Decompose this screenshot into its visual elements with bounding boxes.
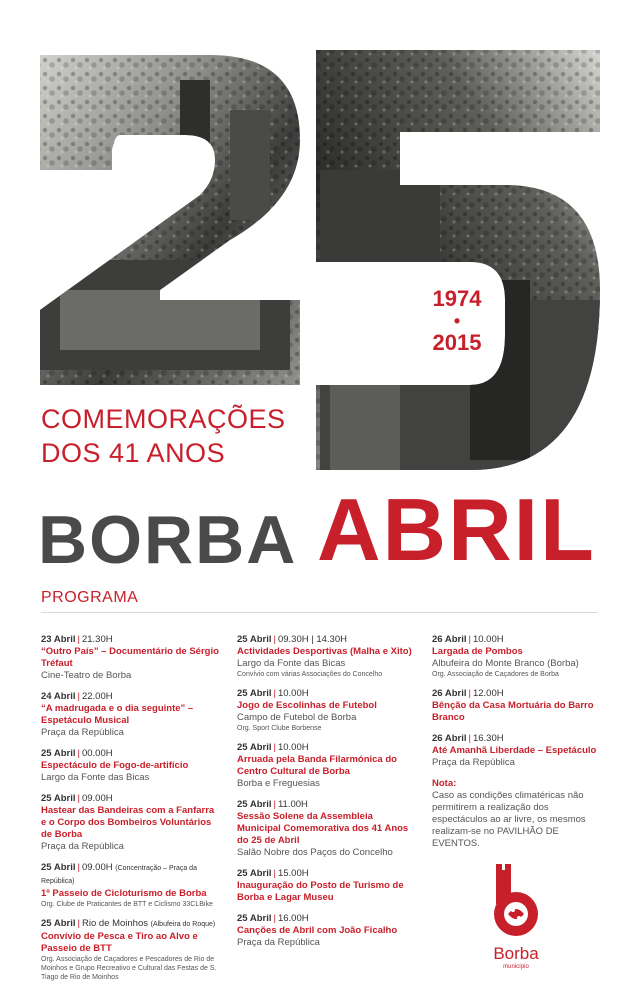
commemoration-heading: [41, 402, 286, 470]
event-time: 10.00H: [277, 688, 309, 699]
abril-title: ABRIL: [317, 480, 596, 579]
event-title: Sessão Solene da Assembleia Municipal Comemorativa dos 41 Anos do 25 de Abril: [237, 811, 409, 846]
event-title: Actividades Desportivas (Malha e Xito): [237, 646, 412, 657]
event-date: 25 Abril: [41, 862, 76, 873]
event-item: 26 Abril | 12.00H Bênção da Casa Mortuária do Barro Branco: [432, 688, 602, 724]
event-item: 25 Abril | 10.00H Jogo de Escolinhas de Futebol Campo de Futebol de Borba Org. Sport Clube Borbense: [237, 688, 412, 733]
event-org: Org. Associação de Caçadores de Borba: [432, 671, 559, 678]
event-item: 25 Abril | 15.00H Inauguração do Posto de Turismo de Borba e Lagar Museu: [237, 868, 412, 904]
event-date: 26 Abril: [432, 634, 467, 645]
event-date: 24 Abril: [41, 691, 76, 702]
event-title: Inauguração do Posto de Turismo de Borba e Lagar Museu: [237, 880, 404, 903]
event-time: 12.00H: [472, 688, 504, 699]
event-title: Bênção da Casa Mortuária do Barro Branco: [432, 700, 594, 723]
event-item: 25 Abril | 00.00H Espectáculo de Fogo-de-artifício Largo da Fonte das Bicas: [41, 748, 219, 784]
event-date: 23 Abril: [41, 634, 76, 645]
event-item: 23 Abril | 21.30H “Outro País” – Documentário de Sérgio Tréfaut Cine-Teatro de Borba: [41, 634, 219, 681]
event-item: 25 Abril | 16.00H Canções de Abril com João Ficalho Praça da República: [237, 913, 412, 949]
year-dot: •: [453, 311, 461, 331]
nota-block: [432, 778, 602, 850]
nota-text: Caso as condições climatéricas não permitirem a realização dos espectáculos ao ar livre, os mesmos realizam-se no PAVILHÃO DE EVENTOS.: [432, 790, 586, 849]
event-time: 16.30H: [472, 733, 504, 744]
event-date: 26 Abril: [432, 688, 467, 699]
borba-logo-icon: [486, 858, 546, 944]
event-time: 10.00H: [277, 742, 309, 753]
event-place: Largo da Fonte das Bicas: [41, 772, 150, 783]
event-item: 25 Abril | 10.00H Arruada pela Banda Filarmónica do Centro Cultural de Borba Borba e Freguesias: [237, 742, 412, 790]
event-title: Até Amanhã Liberdade – Espetáculo: [432, 745, 597, 756]
event-date: 25 Abril: [237, 913, 272, 924]
event-title: “A madrugada e o dia seguinte” – Espetáculo Musical: [41, 703, 194, 726]
year-end: 2015: [432, 330, 482, 355]
event-time: 21.30H: [81, 634, 113, 645]
event-item: 25 Abril | 09.00H (Concentração – Praça da República) 1º Passeio de Cicloturismo de Borba Org. Clube de Praticantes de BTT e Ciclismo 33CLBike: [41, 862, 219, 909]
event-place: Praça da República: [41, 841, 124, 852]
event-place: Cine-Teatro de Borba: [41, 670, 132, 681]
years-badge: [412, 286, 502, 356]
event-date: 25 Abril: [237, 799, 272, 810]
event-date: 25 Abril: [237, 742, 272, 753]
event-date: 26 Abril: [432, 733, 467, 744]
program-column-3: [432, 634, 602, 859]
event-title: Largada de Pombos: [432, 646, 523, 657]
event-item: 25 Abril | 11.00H Sessão Solene da Assembleia Municipal Comemorativa dos 41 Anos do 25 de Abril Salão Nobre dos Paços do Concelho: [237, 799, 412, 859]
event-time: 15.00H: [277, 868, 309, 879]
divider: [41, 612, 598, 613]
event-date: 25 Abril: [237, 634, 272, 645]
nota-title: Nota:: [432, 778, 457, 789]
event-place: Borba e Freguesias: [237, 778, 320, 789]
event-org: Org. Associação de Caçadores e Pescadores de Rio de Moinhos e Grupo Recreativo e Cultural das Festas de S. Tiago de Rio de Moinhos: [41, 956, 217, 981]
event-org: Convívio com várias Associações do Concelho: [237, 671, 383, 678]
event-date: 25 Abril: [237, 688, 272, 699]
event-title: Hastear das Bandeiras com a Fanfarra e o Corpo dos Bombeiros Voluntários de Borba: [41, 805, 215, 840]
event-title: 1º Passeio de Cicloturismo de Borba: [41, 888, 207, 899]
event-place: Campo de Futebol de Borba: [237, 712, 357, 723]
event-item: 26 Abril | 10.00H Largada de Pombos Albufeira do Monte Branco (Borba) Org. Associação de Caçadores de Borba: [432, 634, 602, 679]
event-title: Convívio de Pesca e Tiro ao Alvo e Passeio de BTT: [41, 931, 198, 954]
event-title: Espectáculo de Fogo-de-artifício: [41, 760, 189, 771]
program-column-1: [41, 634, 219, 991]
event-time: Rio de Moinhos: [81, 918, 148, 929]
borba-municipality-logo: [486, 858, 546, 988]
event-place: Praça da República: [41, 727, 124, 738]
event-time: 09.30H | 14.30H: [277, 634, 347, 645]
event-date: 25 Abril: [41, 918, 76, 929]
event-item: 25 Abril | 09.00H Hastear das Bandeiras com a Fanfarra e o Corpo dos Bombeiros Voluntários de Borba Praça da República: [41, 793, 219, 853]
event-date: 25 Abril: [237, 868, 272, 879]
event-title: Canções de Abril com João Ficalho: [237, 925, 398, 936]
event-time-note: (Concentração – Praça da República): [41, 865, 197, 885]
event-item: 24 Abril | 22.00H “A madrugada e o dia seguinte” – Espetáculo Musical Praça da República: [41, 691, 219, 739]
programa-heading: PROGRAMA: [41, 589, 139, 606]
event-time: 16.00H: [277, 913, 309, 924]
event-item: 25 Abril | Rio de Moinhos (Albufeira do Roque) Convívio de Pesca e Tiro ao Alvo e Passeio de BTT Org. Associação de Caçadores e Pescadores de Rio de Moinhos e Grupo Recreativo e Cultural das Festas de S. Tiago de Rio de Moinhos: [41, 918, 219, 982]
event-date: 25 Abril: [41, 748, 76, 759]
event-title: Jogo de Escolinhas de Futebol: [237, 700, 377, 711]
year-start: 1974: [432, 286, 482, 311]
event-time: 09.00H: [81, 862, 113, 873]
event-place: Largo da Fonte das Bicas: [237, 658, 346, 669]
event-place: Albufeira do Monte Branco (Borba): [432, 658, 579, 669]
event-item: 26 Abril | 16.30H Até Amanhã Liberdade – Espetáculo Praça da República: [432, 733, 602, 769]
program-column-2: [237, 634, 412, 958]
event-time-note: (Albufeira do Roque): [150, 921, 216, 928]
numeral-5-photo: [310, 40, 610, 480]
event-time: 10.00H: [472, 634, 504, 645]
event-date: 25 Abril: [41, 793, 76, 804]
event-title: “Outro País” – Documentário de Sérgio Tréfaut: [41, 646, 219, 669]
event-org: Org. Clube de Praticantes de BTT e Ciclismo 33CLBike: [41, 901, 213, 908]
event-time: 09.00H: [81, 793, 113, 804]
logo-name: Borba: [493, 944, 539, 963]
event-item: 25 Abril | 09.30H | 14.30H Actividades Desportivas (Malha e Xito) Largo da Fonte das Bicas Convívio com várias Associações do Concelho: [237, 634, 412, 678]
commemoration-line-1: COMEMORAÇÕES: [41, 404, 286, 434]
numeral-2-photo: [30, 40, 310, 400]
commemoration-line-2: DOS 41 ANOS: [41, 438, 226, 468]
event-time: 22.00H: [81, 691, 113, 702]
event-title: Arruada pela Banda Filarmónica do Centro Cultural de Borba: [237, 754, 397, 777]
event-time: 11.00H: [277, 799, 308, 810]
event-time: 00.00H: [81, 748, 113, 759]
event-place: Praça da República: [237, 937, 320, 948]
event-place: Salão Nobre dos Paços do Concelho: [237, 847, 393, 858]
borba-title: BORBA: [38, 502, 298, 578]
event-org: Org. Sport Clube Borbense: [237, 725, 322, 732]
logo-subtitle: município: [503, 964, 529, 970]
event-place: Praça da República: [432, 757, 515, 768]
